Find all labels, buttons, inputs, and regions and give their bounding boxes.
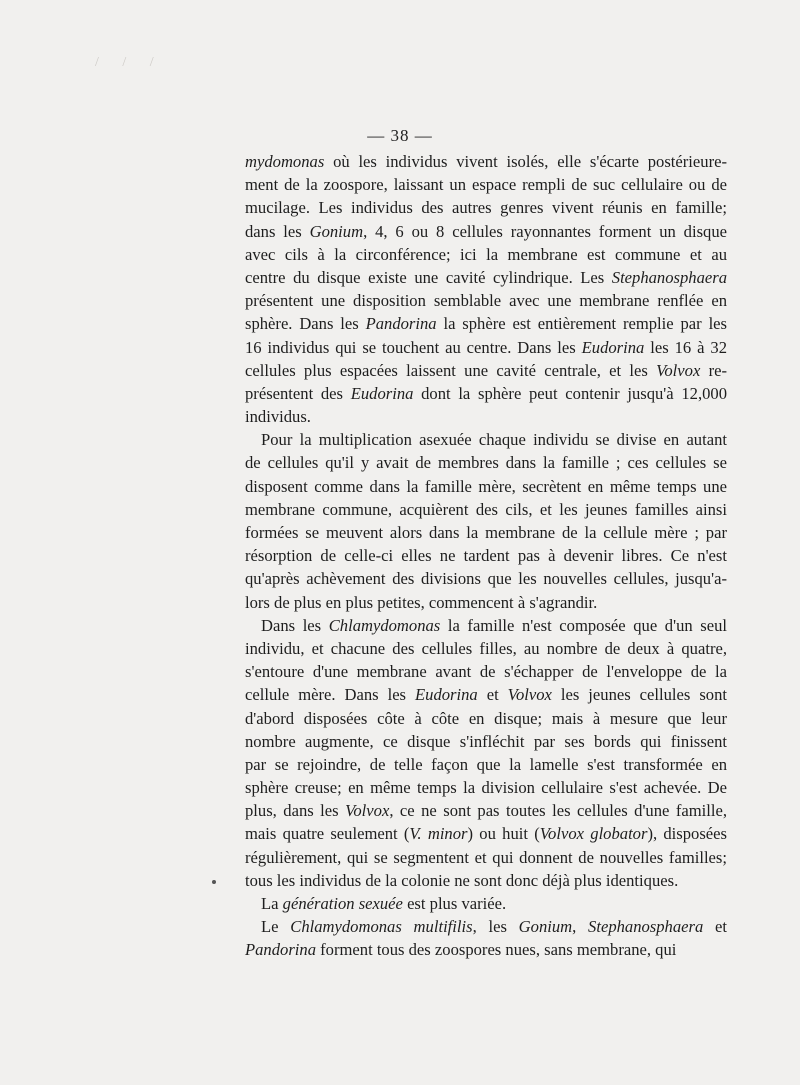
- text-segment: ), disposées: [647, 824, 727, 844]
- text-line: [245, 915, 727, 938]
- text-line: [245, 428, 727, 451]
- text-segment: disposent comme dans la famille mère, secrètent en même temps une: [245, 476, 727, 496]
- text-line: [245, 405, 727, 428]
- text-segment: plus, dans les: [245, 801, 346, 821]
- text-line: [245, 730, 727, 753]
- text-line: [245, 359, 727, 382]
- text-segment: est plus variée.: [402, 894, 507, 913]
- italic-term: Volvox: [507, 685, 552, 705]
- text-line: [245, 591, 727, 614]
- text-segment: sphère. Dans les: [245, 314, 366, 334]
- text-line: [245, 521, 727, 544]
- text-line: [245, 753, 727, 776]
- text-segment: ,: [572, 917, 589, 937]
- paragraph: [245, 614, 727, 892]
- text-segment: individus.: [245, 407, 311, 427]
- text-segment: , ce ne sont pas toutes les cellules d'une famille,: [389, 801, 728, 821]
- italic-term: génération sexuée: [282, 894, 403, 913]
- paragraph: [245, 150, 727, 428]
- text-line: [245, 312, 727, 335]
- italic-term: Eudorina: [350, 383, 414, 403]
- italic-term: Gonium: [309, 221, 364, 241]
- text-segment: Le: [261, 917, 291, 937]
- text-segment: 16 individus qui se touchent au centre. Dans les: [245, 337, 582, 357]
- text-line: [245, 150, 727, 173]
- italic-term: Eudorina: [581, 337, 645, 357]
- text-segment: Dans les: [261, 615, 329, 635]
- text-segment: individu, et chacune des cellules filles, au nombre de deux à quatre,: [245, 638, 727, 658]
- italic-term: Chlamydomonas multifilis: [290, 917, 473, 937]
- italic-term: Volvox globator: [539, 824, 648, 844]
- italic-term: Stephanosphaera: [588, 917, 704, 937]
- text-segment: présentent une disposition semblable avec une membrane renflée en: [245, 291, 727, 311]
- italic-term: Volvox: [656, 360, 701, 380]
- ink-speck: [212, 880, 216, 884]
- text-segment: Pour la multiplication asexuée chaque individu se divise en autant: [261, 430, 727, 450]
- text-segment: ment de la zoospore, laissant un espace rempli de suc cellulaire ou de: [245, 175, 727, 195]
- text-line: [245, 799, 727, 822]
- text-segment: où les individus vivent isolés, elle s'écarte postérieure-: [324, 152, 727, 171]
- text-segment: La: [261, 894, 283, 913]
- text-segment: mucilage. Les individus des autres genres vivent réunis en famille;: [245, 198, 727, 218]
- text-segment: re-: [700, 360, 727, 380]
- text-line: [245, 243, 727, 266]
- italic-term: Volvox: [345, 801, 390, 821]
- text-segment: les jeunes cellules sont: [551, 685, 728, 705]
- text-segment: s'entoure d'une membrane avant de s'échapper de l'enveloppe de la: [245, 662, 727, 682]
- text-segment: de cellules qu'il y avait de membres dans la famille ; ces cellules se: [245, 453, 727, 473]
- text-line: [245, 846, 727, 869]
- paragraph: [245, 892, 727, 915]
- italic-term: V. minor: [409, 824, 468, 844]
- text-line: [245, 475, 727, 498]
- italic-term: Chlamydomonas: [328, 615, 441, 635]
- text-line: [245, 683, 727, 706]
- text-line: [245, 544, 727, 567]
- text-segment: dans les: [245, 221, 310, 241]
- italic-term: Gonium: [518, 917, 573, 937]
- text-segment: tous les individus de la colonie ne sont donc déjà plus identiques.: [245, 870, 679, 890]
- bleed-through-marks: / / /: [95, 55, 164, 70]
- text-line: [245, 614, 727, 637]
- text-segment: la famille n'est composée que d'un seul: [440, 615, 727, 635]
- text-line: [245, 567, 727, 590]
- body-text: [245, 150, 727, 962]
- text-segment: lors de plus en plus petites, commencent à s'agrandir.: [245, 592, 598, 612]
- text-line: [245, 220, 727, 243]
- text-segment: résorption de celle-ci elles ne tardent pas à devenir libres. Ce n'est: [245, 546, 727, 566]
- text-line: [245, 869, 727, 892]
- italic-term: Pandorina: [245, 940, 316, 960]
- text-segment: membrane commune, acquièrent des cils, et les jeunes familles ainsi: [245, 499, 727, 519]
- text-segment: et: [703, 917, 728, 937]
- text-segment: sphère creuse; en même temps la division cellulaire s'est achevée. De: [245, 778, 727, 798]
- text-segment: ) ou huit (: [467, 824, 540, 844]
- text-line: [245, 938, 727, 961]
- text-line: [245, 336, 727, 359]
- text-segment: dont la sphère peut contenir jusqu'à 12,000: [413, 383, 727, 403]
- text-segment: nombre augmente, ce disque s'infléchit par ses bords qui finissent: [245, 731, 727, 751]
- text-segment: mais quatre seulement (: [245, 824, 410, 844]
- italic-term: Eudorina: [415, 685, 478, 705]
- text-line: [245, 451, 727, 474]
- text-line: [245, 660, 727, 683]
- text-segment: cellules plus espacées laissent une cavité centrale, et les: [245, 360, 657, 380]
- text-line: [245, 266, 727, 289]
- text-segment: par se rejoindre, de telle façon que la lamelle s'est transformée en: [245, 754, 727, 774]
- text-line: [245, 637, 727, 660]
- text-segment: d'abord disposées côte à côte en disque; mais à mesure que leur: [245, 708, 727, 728]
- text-segment: forment tous des zoospores nues, sans membrane, qui: [316, 940, 677, 960]
- text-segment: la sphère est entièrement remplie par les: [436, 314, 727, 334]
- text-segment: formées se meuvent alors dans la membrane de la cellule mère ; par: [245, 523, 727, 542]
- text-line: [245, 382, 727, 405]
- page-number: — 38 —: [367, 126, 433, 145]
- text-segment: qu'après achèvement des divisions que les nouvelles cellules, jusqu'a-: [245, 569, 727, 589]
- text-segment: , 4, 6 ou 8 cellules rayonnantes forment un disque: [363, 221, 727, 241]
- text-segment: centre du disque existe une cavité cylindrique. Les: [245, 267, 612, 287]
- italic-term: mydomonas: [245, 152, 325, 171]
- text-line: [245, 289, 727, 312]
- paragraph: [245, 915, 727, 961]
- text-segment: , les: [472, 917, 519, 937]
- text-segment: cellule mère. Dans les: [245, 685, 416, 705]
- text-line: [245, 892, 727, 915]
- italic-term: Pandorina: [365, 314, 437, 334]
- text-line: [245, 776, 727, 799]
- text-line: [245, 173, 727, 196]
- text-line: [245, 196, 727, 219]
- text-segment: avec cils à la circonférence; ici la membrane est commune et au: [245, 244, 727, 264]
- text-line: [245, 498, 727, 521]
- text-line: [245, 707, 727, 730]
- text-segment: régulièrement, qui se segmentent et qui donnent de nouvelles familles;: [245, 847, 727, 867]
- text-line: [245, 822, 727, 845]
- paragraph: [245, 428, 727, 614]
- italic-term: Stephanosphaera: [611, 267, 727, 287]
- text-segment: présentent des: [245, 383, 351, 403]
- text-segment: et: [477, 685, 508, 705]
- text-segment: les 16 à 32: [644, 337, 727, 357]
